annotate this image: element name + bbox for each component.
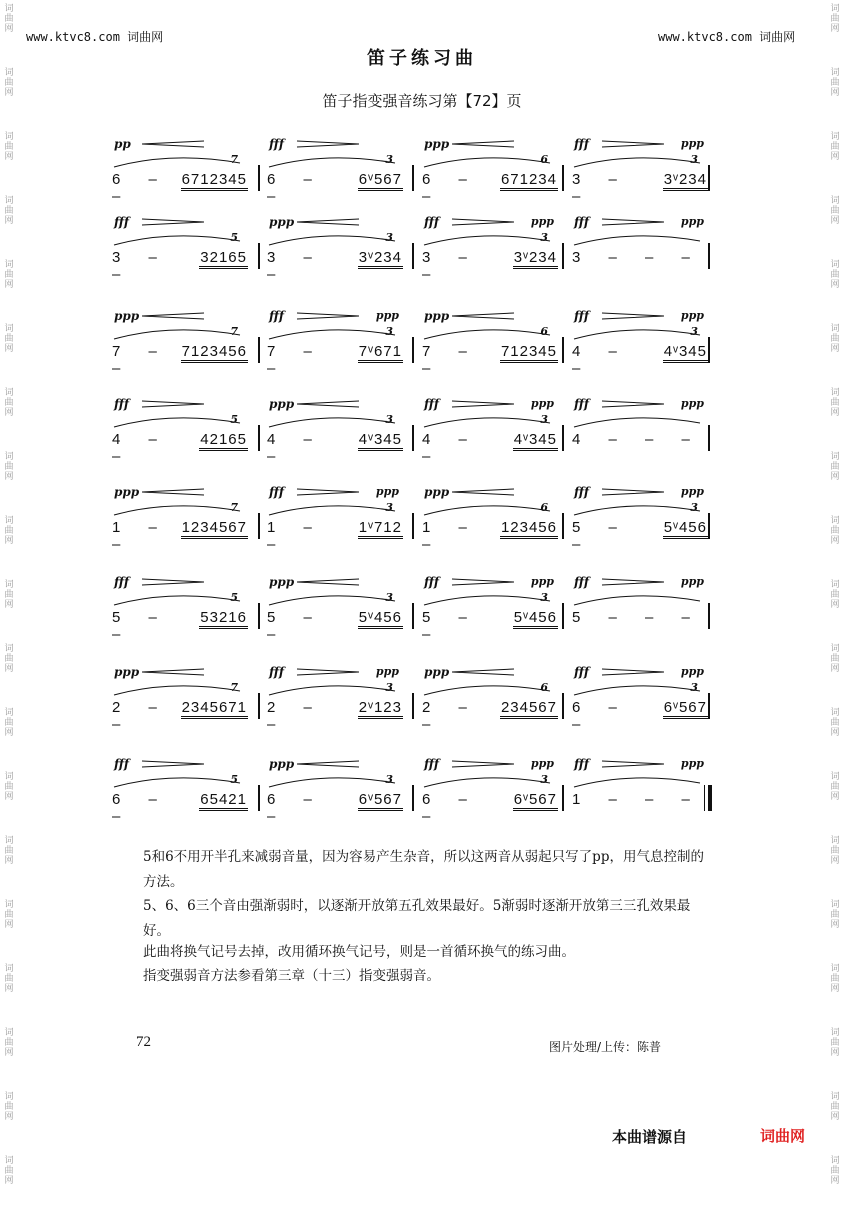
note-group: 234567 — [500, 700, 558, 719]
left-watermark — [0, 0, 18, 1186]
watermark-glyphs: 词 曲 网 — [4, 1156, 14, 1186]
watermark-glyphs: 词 曲 网 — [4, 644, 14, 674]
watermark-glyphs: 词 曲 网 — [4, 388, 14, 418]
held-note: 5 – – — [112, 609, 169, 643]
score-measure — [263, 307, 413, 377]
measure-notes — [572, 609, 708, 626]
watermark-glyphs: 词 曲 网 — [4, 708, 14, 738]
score-measure — [108, 213, 258, 283]
note-group: 5ᵛ456 — [513, 610, 558, 629]
held-note: 7 – – — [112, 343, 169, 377]
dynamic-start: fff — [269, 137, 285, 151]
score-measure — [418, 483, 568, 553]
held-note: 6 – – — [422, 791, 479, 825]
watermark-glyphs: 词 曲 网 — [830, 324, 840, 354]
dynamic-start: ppp — [269, 397, 295, 411]
tuplet-number: 7 — [230, 681, 238, 694]
tuplet-number: 6 — [540, 681, 548, 694]
barline — [562, 785, 564, 811]
tuplet-number: 5 — [230, 773, 238, 786]
tuplet-number: 6 — [540, 501, 548, 514]
tuplet-number: 3 — [690, 153, 698, 166]
note-group: 4ᵛ345 — [663, 344, 708, 363]
note-paragraph-2: 5、6、6三个音由强渐弱时，以逐渐开放第五孔效果最好。5渐弱时逐渐开放第三三孔效果最好。 — [143, 898, 691, 939]
note-group: 2345671 — [181, 700, 248, 719]
dynamic-end: ppp — [680, 309, 704, 322]
note-group: 42165 — [199, 432, 248, 451]
note-group: 7ᵛ671 — [358, 344, 403, 363]
source-logo[interactable]: 词曲网 — [760, 1127, 806, 1145]
barline — [412, 785, 414, 811]
right-watermark — [826, 0, 844, 1186]
score-system — [108, 135, 718, 205]
score-measure — [108, 135, 258, 205]
watermark-glyphs: 词 曲 网 — [4, 1028, 14, 1058]
held-note: 7 – – — [267, 343, 324, 377]
tuplet-number: 3 — [385, 413, 393, 426]
watermark-glyphs: 词 曲 网 — [4, 132, 14, 162]
tuplet-number: 3 — [385, 681, 393, 694]
held-note: 1 – – — [267, 519, 324, 553]
score-measure — [418, 213, 568, 283]
dynamic-end: ppp — [530, 397, 554, 410]
tuplet-number: 6 — [540, 153, 548, 166]
measure-notes — [112, 699, 248, 733]
note-group: 2ᵛ123 — [358, 700, 403, 719]
note-paragraph-4: 指变强弱音方法参看第三章（十三）指变强弱音。 — [143, 968, 440, 984]
note-group: 3ᵛ234 — [663, 172, 708, 191]
score-measure — [263, 573, 413, 643]
tuplet-number: 3 — [540, 773, 548, 786]
note-group: 6712345 — [181, 172, 248, 191]
held-note: 3 – – — [422, 249, 479, 283]
tuplet-number: 6 — [540, 325, 548, 338]
score-measure — [263, 395, 413, 465]
dynamic-start: fff — [114, 397, 130, 411]
barline — [412, 165, 414, 191]
held-note: 6 – – — [267, 791, 324, 825]
held-note: 6 – – — [422, 171, 479, 205]
dynamic-start: fff — [424, 575, 440, 589]
tuplet-number: 5 — [230, 231, 238, 244]
watermark-glyphs: 词 曲 网 — [4, 772, 14, 802]
page-title: 笛子练习曲 — [367, 48, 477, 69]
score-measure — [108, 573, 258, 643]
measure-notes — [572, 249, 708, 266]
dynamic-end: ppp — [680, 137, 704, 150]
note-group: 4ᵛ345 — [358, 432, 403, 451]
barline — [258, 425, 260, 451]
score-system — [108, 395, 718, 465]
barline — [708, 693, 710, 719]
measure-notes — [112, 609, 248, 643]
measure-notes — [422, 609, 558, 643]
dynamic-start: fff — [114, 575, 130, 589]
note-group: 4ᵛ345 — [513, 432, 558, 451]
held-note: 1 – – – — [572, 791, 702, 808]
note-group: 6ᵛ567 — [358, 792, 403, 811]
measure-notes — [112, 431, 248, 465]
held-note: 3 – – — [112, 249, 169, 283]
barline — [708, 243, 710, 269]
watermark-glyphs: 词 曲 网 — [830, 772, 840, 802]
watermark-glyphs: 词 曲 网 — [830, 580, 840, 610]
watermark-glyphs: 词 曲 网 — [4, 580, 14, 610]
score-measure — [568, 307, 718, 377]
held-note: 5 – – – — [572, 609, 702, 626]
dynamic-start: ppp — [114, 309, 140, 323]
dynamic-end: ppp — [680, 665, 704, 678]
score-system — [108, 307, 718, 377]
watermark-glyphs: 词 曲 网 — [4, 516, 14, 546]
note-group: 7123456 — [181, 344, 248, 363]
score-measure — [418, 663, 568, 733]
dynamic-end: ppp — [680, 485, 704, 498]
measure-notes — [112, 343, 248, 377]
score-measure — [568, 135, 718, 205]
score-system — [108, 573, 718, 643]
tuplet-number: 3 — [385, 501, 393, 514]
held-note: 4 – – — [267, 431, 324, 465]
measure-notes — [112, 519, 248, 553]
upload-credit: 图片处理/上传：陈普 — [549, 1040, 662, 1054]
held-note: 3 – – – — [572, 249, 702, 266]
site-url-right[interactable]: www.ktvc8.com 词曲网 — [658, 30, 796, 44]
tuplet-number: 3 — [690, 501, 698, 514]
score-measure — [108, 395, 258, 465]
note-group: 6ᵛ567 — [358, 172, 403, 191]
measure-notes — [572, 791, 708, 808]
barline — [708, 165, 710, 191]
final-barline — [704, 785, 711, 811]
dynamic-start: fff — [574, 215, 590, 229]
note-group: 671234 — [500, 172, 558, 191]
dynamic-end: ppp — [375, 485, 399, 498]
note-paragraph-1: 5和6不用开半孔来减弱音量，因为容易产生杂音，所以这两音从弱起只写了pp，用气息控制的方法。 — [143, 849, 704, 890]
watermark-glyphs: 词 曲 网 — [4, 324, 14, 354]
score-measure — [568, 213, 718, 283]
watermark-glyphs: 词 曲 网 — [830, 388, 840, 418]
measure-notes — [422, 171, 558, 205]
score-system — [108, 755, 718, 825]
held-note: 5 – – — [422, 609, 479, 643]
score-system — [108, 483, 718, 553]
score-measure — [568, 483, 718, 553]
watermark-glyphs: 词 曲 网 — [830, 132, 840, 162]
dynamic-start: fff — [574, 665, 590, 679]
score-measure — [108, 755, 258, 825]
dynamic-start: ppp — [269, 215, 295, 229]
barline — [562, 243, 564, 269]
watermark-glyphs: 词 曲 网 — [4, 1092, 14, 1122]
watermark-glyphs: 词 曲 网 — [4, 196, 14, 226]
barline — [412, 337, 414, 363]
tuplet-number: 3 — [385, 325, 393, 338]
tuplet-number: 3 — [385, 773, 393, 786]
dynamic-end: ppp — [680, 215, 704, 228]
tuplet-number: 3 — [540, 591, 548, 604]
measure-notes — [422, 519, 558, 553]
score-measure — [568, 395, 718, 465]
measure-notes — [267, 171, 403, 205]
measure-notes — [422, 431, 558, 465]
dynamic-start: fff — [574, 485, 590, 499]
dynamic-start: ppp — [424, 485, 450, 499]
held-note: 6 – – — [112, 171, 169, 205]
measure-notes — [267, 343, 403, 377]
held-note: 2 – – — [267, 699, 324, 733]
barline — [708, 425, 710, 451]
held-note: 4 – – – — [572, 431, 702, 448]
held-note: 4 – – — [422, 431, 479, 465]
watermark-glyphs: 词 曲 网 — [830, 260, 840, 290]
note-group: 123456 — [500, 520, 558, 539]
score-measure — [108, 663, 258, 733]
dynamic-end: ppp — [680, 757, 704, 770]
score-measure — [418, 135, 568, 205]
barline — [562, 165, 564, 191]
tuplet-number: 7 — [230, 153, 238, 166]
barline — [412, 513, 414, 539]
watermark-glyphs: 词 曲 网 — [830, 964, 840, 994]
barline — [258, 337, 260, 363]
note-group: 5ᵛ456 — [663, 520, 708, 539]
barline — [258, 693, 260, 719]
measure-notes — [112, 249, 248, 283]
watermark-glyphs: 词 曲 网 — [4, 964, 14, 994]
note-group: 6ᵛ567 — [513, 792, 558, 811]
dynamic-start: ppp — [424, 137, 450, 151]
note-group: 65421 — [199, 792, 248, 811]
watermark-glyphs: 词 曲 网 — [4, 836, 14, 866]
measure-notes — [267, 519, 403, 553]
score-measure — [568, 755, 718, 825]
barline — [258, 785, 260, 811]
dynamic-start: pp — [114, 137, 131, 151]
score-measure — [568, 663, 718, 733]
note-group: 1234567 — [181, 520, 248, 539]
barline — [412, 243, 414, 269]
tuplet-number: 5 — [230, 413, 238, 426]
barline — [258, 165, 260, 191]
dynamic-start: fff — [269, 665, 285, 679]
score-measure — [263, 213, 413, 283]
tuplet-number: 3 — [540, 413, 548, 426]
held-note: 7 – – — [422, 343, 479, 377]
dynamic-start: fff — [114, 215, 130, 229]
barline — [562, 693, 564, 719]
barline — [412, 603, 414, 629]
held-note: 5 – – — [572, 519, 629, 553]
dynamic-start: fff — [574, 575, 590, 589]
held-note: 6 – – — [572, 699, 629, 733]
dynamic-start: ppp — [269, 575, 295, 589]
measure-notes — [572, 699, 708, 733]
measure-notes — [422, 699, 558, 733]
dynamic-start: fff — [424, 757, 440, 771]
dynamic-end: ppp — [530, 215, 554, 228]
watermark-glyphs: 词 曲 网 — [830, 1028, 840, 1058]
dynamic-start: fff — [574, 397, 590, 411]
held-note: 3 – – — [572, 171, 629, 205]
held-note: 4 – – — [112, 431, 169, 465]
held-note: 1 – – — [112, 519, 169, 553]
dynamic-start: fff — [574, 757, 590, 771]
dynamic-start: fff — [424, 397, 440, 411]
score-measure — [418, 573, 568, 643]
measure-notes — [422, 791, 558, 825]
dynamic-start: ppp — [114, 665, 140, 679]
score-measure — [568, 573, 718, 643]
watermark-glyphs: 词 曲 网 — [830, 1156, 840, 1186]
tuplet-number: 3 — [385, 591, 393, 604]
barline — [708, 603, 710, 629]
page-subtitle: 笛子指变强音练习第【72】页 — [322, 92, 522, 110]
tuplet-number: 3 — [690, 681, 698, 694]
tuplet-number: 3 — [385, 231, 393, 244]
held-note: 6 – – — [112, 791, 169, 825]
measure-notes — [267, 699, 403, 733]
barline — [562, 425, 564, 451]
dynamic-start: ppp — [269, 757, 295, 771]
watermark-glyphs: 词 曲 网 — [830, 196, 840, 226]
tuplet-number: 3 — [690, 325, 698, 338]
watermark-glyphs: 词 曲 网 — [4, 900, 14, 930]
measure-notes — [422, 249, 558, 283]
measure-notes — [572, 519, 708, 553]
dynamic-start: fff — [574, 309, 590, 323]
source-label: 本曲谱源自 — [612, 1128, 688, 1146]
tuplet-number: 3 — [540, 231, 548, 244]
note-group: 32165 — [199, 250, 248, 269]
measure-notes — [267, 609, 403, 643]
watermark-glyphs: 词 曲 网 — [4, 4, 14, 34]
tuplet-number: 5 — [230, 591, 238, 604]
tuplet-number: 3 — [385, 153, 393, 166]
barline — [708, 513, 710, 539]
barline — [258, 603, 260, 629]
held-note: 4 – – — [572, 343, 629, 377]
score-measure — [263, 663, 413, 733]
dynamic-end: ppp — [530, 757, 554, 770]
barline — [412, 425, 414, 451]
score-system — [108, 213, 718, 283]
phrase-slur — [572, 407, 712, 431]
tuplet-number: 7 — [230, 501, 238, 514]
barline — [258, 243, 260, 269]
dynamic-start: ppp — [424, 309, 450, 323]
dynamic-start: fff — [424, 215, 440, 229]
measure-notes — [572, 431, 708, 448]
dynamic-start: fff — [269, 485, 285, 499]
score-measure — [108, 307, 258, 377]
note-group: 3ᵛ234 — [513, 250, 558, 269]
phrase-slur — [572, 767, 712, 791]
barline — [562, 513, 564, 539]
dynamic-start: fff — [574, 137, 590, 151]
held-note: 3 – – — [267, 249, 324, 283]
watermark-glyphs: 词 曲 网 — [830, 516, 840, 546]
barline — [562, 337, 564, 363]
held-note: 2 – – — [112, 699, 169, 733]
dynamic-end: ppp — [375, 665, 399, 678]
watermark-glyphs: 词 曲 网 — [830, 836, 840, 866]
barline — [708, 337, 710, 363]
held-note: 6 – – — [267, 171, 324, 205]
dynamic-start: ppp — [114, 485, 140, 499]
measure-notes — [112, 791, 248, 825]
note-group: 712345 — [500, 344, 558, 363]
watermark-glyphs: 词 曲 网 — [830, 1092, 840, 1122]
watermark-glyphs: 词 曲 网 — [830, 452, 840, 482]
score-measure — [263, 483, 413, 553]
score-system — [108, 663, 718, 733]
measure-notes — [572, 171, 708, 205]
note-group: 6ᵛ567 — [663, 700, 708, 719]
watermark-glyphs: 词 曲 网 — [4, 68, 14, 98]
score-measure — [108, 483, 258, 553]
held-note: 5 – – — [267, 609, 324, 643]
barline — [562, 603, 564, 629]
dynamic-end: ppp — [375, 309, 399, 322]
measure-notes — [267, 431, 403, 465]
score-measure — [263, 135, 413, 205]
score-measure — [418, 755, 568, 825]
score-measure — [418, 307, 568, 377]
phrase-slur — [572, 225, 712, 249]
dynamic-start: fff — [269, 309, 285, 323]
watermark-glyphs: 词 曲 网 — [830, 4, 840, 34]
barline — [412, 693, 414, 719]
held-note: 2 – – — [422, 699, 479, 733]
watermark-glyphs: 词 曲 网 — [830, 900, 840, 930]
measure-notes — [112, 171, 248, 205]
note-paragraph-3: 此曲将换气记号去掉，改用循环换气记号，则是一首循环换气的练习曲。 — [143, 944, 575, 960]
dynamic-end: ppp — [680, 397, 704, 410]
note-group: 53216 — [199, 610, 248, 629]
measure-notes — [422, 343, 558, 377]
dynamic-end: ppp — [530, 575, 554, 588]
watermark-glyphs: 词 曲 网 — [4, 452, 14, 482]
site-url-left[interactable]: www.ktvc8.com 词曲网 — [26, 30, 164, 44]
page-number: 72 — [136, 1034, 151, 1050]
note-group: 1ᵛ712 — [358, 520, 403, 539]
score-measure — [263, 755, 413, 825]
score-measure — [418, 395, 568, 465]
note-group: 3ᵛ234 — [358, 250, 403, 269]
measure-notes — [572, 343, 708, 377]
dynamic-end: ppp — [680, 575, 704, 588]
dynamic-start: fff — [114, 757, 130, 771]
watermark-glyphs: 词 曲 网 — [4, 260, 14, 290]
dynamic-start: ppp — [424, 665, 450, 679]
watermark-glyphs: 词 曲 网 — [830, 68, 840, 98]
tuplet-number: 7 — [230, 325, 238, 338]
measure-notes — [267, 249, 403, 283]
barline — [258, 513, 260, 539]
note-group: 5ᵛ456 — [358, 610, 403, 629]
watermark-glyphs: 词 曲 网 — [830, 644, 840, 674]
watermark-glyphs: 词 曲 网 — [830, 708, 840, 738]
held-note: 1 – – — [422, 519, 479, 553]
measure-notes — [267, 791, 403, 825]
phrase-slur — [572, 585, 712, 609]
